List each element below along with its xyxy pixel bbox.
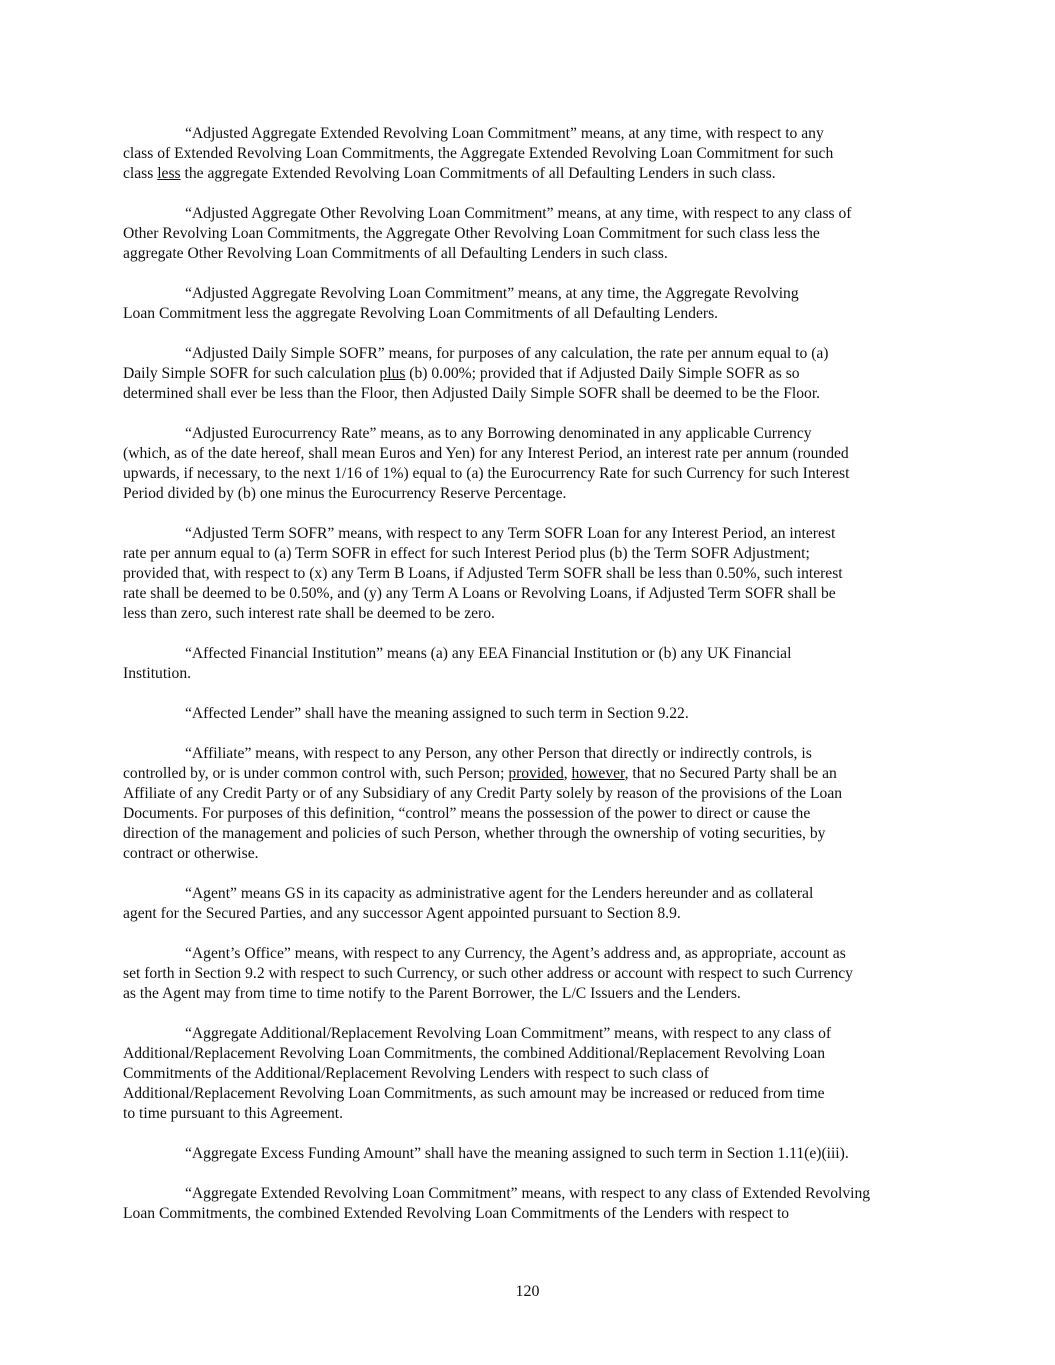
text-run: “Adjusted Eurocurrency Rate” means, as to any Borrowing denominated in any applicable Currency [185,425,812,442]
text-line [123,384,935,404]
text-line [123,144,935,164]
text-line [123,964,935,984]
text-run: “Affiliate” means, with respect to any Person, any other Person that directly or indirectly controls, is [185,745,812,762]
text-line [123,464,935,484]
text-run: Daily Simple SOFR for such calculation [123,365,380,382]
text-line [123,544,935,564]
text-line [123,584,935,604]
def-affiliate [123,744,935,864]
text-run: Other Revolving Loan Commitments, the Aggregate Other Revolving Loan Commitment for such class less the [123,225,820,242]
text-line [123,824,935,844]
text-run: “Adjusted Daily Simple SOFR” means, for purposes of any calculation, the rate per annum equal to (a) [185,345,829,362]
def-agents-office [123,944,935,1004]
text-line [123,1024,935,1044]
text-run: the aggregate Extended Revolving Loan Commitments of all Defaulting Lenders in such class. [180,165,776,182]
text-line [123,344,935,364]
text-line [123,744,935,764]
def-adjusted-aggregate-revolving-loan-commitment [123,284,935,324]
document-page [123,124,935,1244]
text-run: class of Extended Revolving Loan Commitments, the Aggregate Extended Revolving Loan Commitment for such [123,145,834,162]
text-run: aggregate Other Revolving Loan Commitments of all Defaulting Lenders in such class. [123,245,668,262]
text-run: set forth in Section 9.2 with respect to such Currency, or such other address or account with respect to such Currency [123,965,853,982]
text-line [123,284,935,304]
def-aggregate-additional-replacement-revolving-loan-commitment [123,1024,935,1124]
text-line [123,484,935,504]
text-line [123,204,935,224]
text-run: “Adjusted Aggregate Revolving Loan Commitment” means, at any time, the Aggregate Revolving [185,285,799,302]
text-line [123,564,935,584]
def-adjusted-eurocurrency-rate [123,424,935,504]
def-agent [123,884,935,924]
text-run: rate per annum equal to (a) Term SOFR in effect for such Interest Period plus (b) the Term SOFR Adjustment; [123,545,810,562]
text-line [123,664,935,684]
underlined-term: provided [508,765,564,782]
text-run: determined shall ever be less than the Floor, then Adjusted Daily Simple SOFR shall be deemed to be the Floor. [123,385,821,402]
text-run: “Affected Lender” shall have the meaning assigned to such term in Section 9.22. [185,705,689,722]
text-run: as the Agent may from time to time notify to the Parent Borrower, the L/C Issuers and the Lenders. [123,985,741,1002]
text-line [123,1104,935,1124]
text-run: “Adjusted Term SOFR” means, with respect to any Term SOFR Loan for any Interest Period, an interest [185,525,836,542]
text-line [123,164,935,184]
page-number: 120 [515,1283,540,1300]
text-line [123,1084,935,1104]
text-run: Additional/Replacement Revolving Loan Commitments, as such amount may be increased or reduced from time [123,1085,825,1102]
text-run: Commitments of the Additional/Replacement Revolving Lenders with respect to such class of [123,1065,709,1082]
text-run: “Aggregate Excess Funding Amount” shall have the meaning assigned to such term in Section 1.11(e)(iii). [185,1145,849,1162]
text-line [123,1184,935,1204]
text-line [123,124,935,144]
text-run: (b) 0.00%; provided that if Adjusted Daily Simple SOFR as so [405,365,800,382]
text-line [123,984,935,1004]
text-line [123,784,935,804]
text-line [123,844,935,864]
text-line [123,804,935,824]
text-line [123,1064,935,1084]
text-line [123,764,935,784]
text-run: less than zero, such interest rate shall be deemed to be zero. [123,605,495,622]
text-line [123,1204,935,1224]
text-run: class [123,165,158,182]
text-run: Documents. For purposes of this definition, “control” means the possession of the power to direct or cause the [123,805,811,822]
text-line [123,1144,935,1164]
text-run: “Aggregate Extended Revolving Loan Commitment” means, with respect to any class of Extended Revolving [185,1185,871,1202]
text-run: “Agent’s Office” means, with respect to any Currency, the Agent’s address and, as appropriate, account as [185,945,846,962]
def-adjusted-daily-simple-sofr [123,344,935,404]
text-run: provided that, with respect to (x) any Term B Loans, if Adjusted Term SOFR shall be less than 0.50%, such interest [123,565,843,582]
text-line [123,224,935,244]
text-line [123,244,935,264]
text-run: upwards, if necessary, to the next 1/16 of 1%) equal to (a) the Eurocurrency Rate for such Currency for such Interest [123,465,850,482]
text-line [123,904,935,924]
def-affected-financial-institution [123,644,935,684]
text-line [123,524,935,544]
text-line [123,444,935,464]
text-run: rate shall be deemed to be 0.50%, and (y) any Term A Loans or Revolving Loans, if Adjusted Term SOFR shall be [123,585,836,602]
text-run: “Adjusted Aggregate Extended Revolving Loan Commitment” means, at any time, with respect to any [185,125,824,142]
def-aggregate-extended-revolving-loan-commitment [123,1184,935,1224]
text-run: Loan Commitment less the aggregate Revolving Loan Commitments of all Defaulting Lenders. [123,305,719,322]
text-run: (which, as of the date hereof, shall mean Euros and Yen) for any Interest Period, an interest rate per annum (rounded [123,445,849,462]
underlined-term: less [157,165,181,182]
def-affected-lender [123,704,935,724]
text-line [123,1044,935,1064]
text-run: Additional/Replacement Revolving Loan Commitments, the combined Additional/Replacement Revolving Loan [123,1045,826,1062]
text-line [123,884,935,904]
text-line [123,944,935,964]
underlined-term: plus [379,365,406,382]
text-run: controlled by, or is under common control with, such Person; [123,765,509,782]
text-line [123,304,935,324]
text-run: , that no Secured Party shall be an [624,765,837,782]
text-run: agent for the Secured Parties, and any successor Agent appointed pursuant to Section 8.9. [123,905,681,922]
text-line [123,424,935,444]
def-adjusted-aggregate-other-revolving-loan-commitment [123,204,935,264]
text-run: Loan Commitments, the combined Extended Revolving Loan Commitments of the Lenders with respect to [123,1205,790,1222]
text-run: Institution. [123,665,192,682]
text-run: “Affected Financial Institution” means (a) any EEA Financial Institution or (b) any UK Financial [185,645,792,662]
text-line [123,604,935,624]
text-line [123,644,935,664]
text-run: , [563,765,572,782]
text-run: direction of the management and policies of such Person, whether through the ownership of voting securities, by [123,825,826,842]
def-aggregate-excess-funding-amount [123,1144,935,1164]
text-run: “Agent” means GS in its capacity as administrative agent for the Lenders hereunder and as collateral [185,885,814,902]
text-line [123,364,935,384]
text-run: “Adjusted Aggregate Other Revolving Loan Commitment” means, at any time, with respect to any class of [185,205,852,222]
text-run: to time pursuant to this Agreement. [123,1105,344,1122]
text-run: “Aggregate Additional/Replacement Revolving Loan Commitment” means, with respect to any class of [185,1025,832,1042]
underlined-term: however [571,765,625,782]
text-run: Period divided by (b) one minus the Eurocurrency Reserve Percentage. [123,485,567,502]
def-adjusted-aggregate-extended-revolving-loan-commitment [123,124,935,184]
text-run: Affiliate of any Credit Party or of any Subsidiary of any Credit Party solely by reason of the provisions of the Loan [123,785,843,802]
text-line [123,704,935,724]
def-adjusted-term-sofr [123,524,935,624]
text-run: contract or otherwise. [123,845,259,862]
